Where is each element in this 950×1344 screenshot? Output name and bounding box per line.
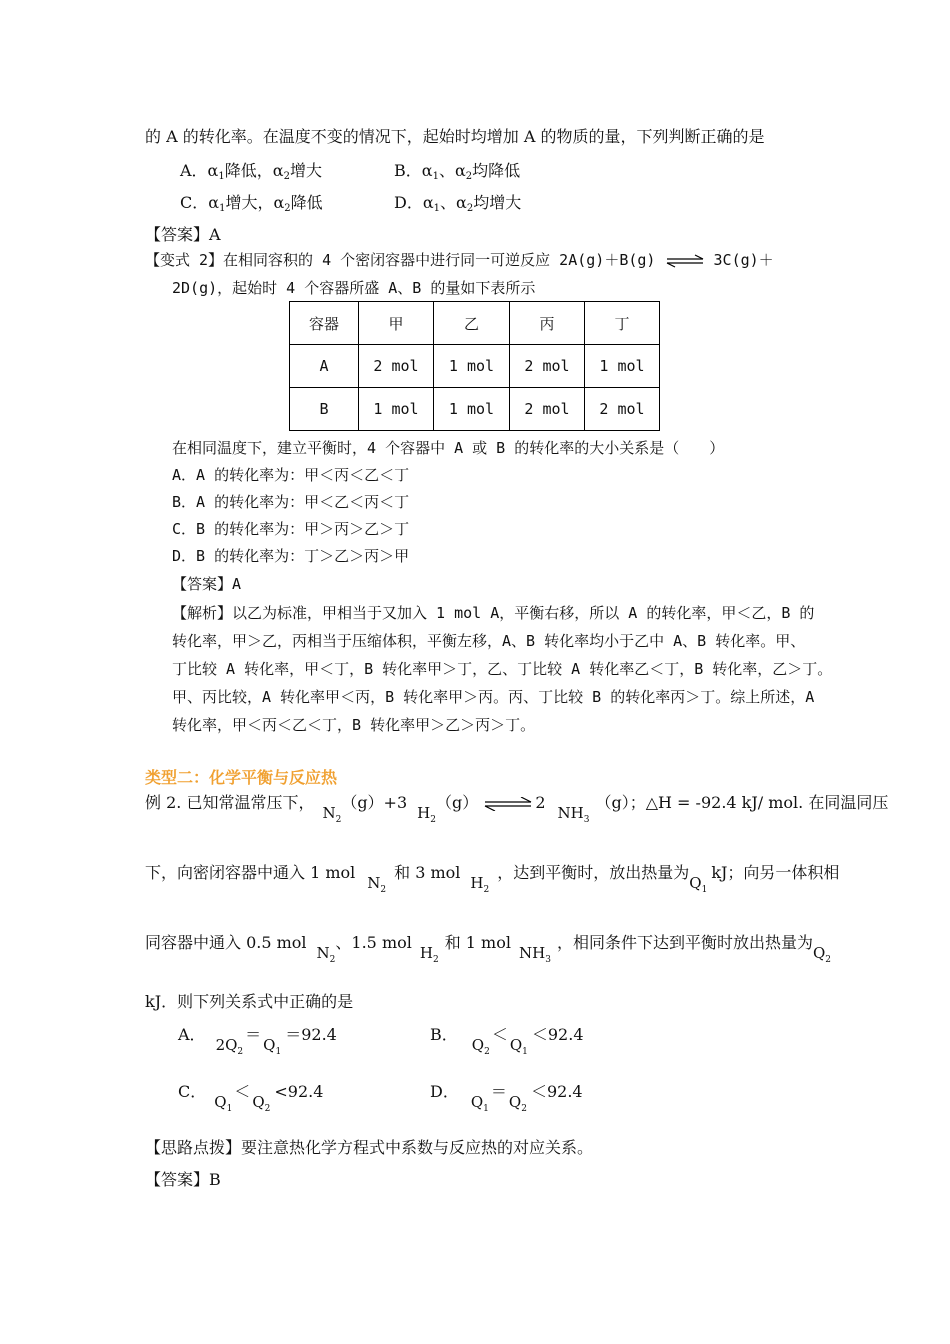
- variant2-option: A．A 的转化率为：甲＜丙＜乙＜丁: [172, 466, 410, 484]
- table-cell: A: [290, 345, 359, 388]
- table-cell: 1 mol: [585, 345, 660, 388]
- thinking-hint: 【思路点拨】要注意热化学方程式中系数与反应热的对应关系。: [145, 1138, 594, 1157]
- table-row: [290, 388, 660, 431]
- table-cell: 2 mol: [510, 345, 585, 388]
- option-a: A．$\alpha_1$降低，$\alpha_2$增大: [180, 161, 322, 182]
- equilibrium-arrow-icon: [665, 254, 705, 268]
- table-header-cell: 甲: [359, 302, 434, 345]
- table-header-cell: 丁: [585, 302, 660, 345]
- example2-option-a: A．$2Q_2=Q_1=92.4$: [178, 1025, 337, 1057]
- table-cell: 1 mol: [434, 345, 510, 388]
- table-cell: 1 mol: [434, 388, 510, 431]
- analysis-line: 甲、丙比较，A 转化率甲＜丙，B 转化率甲＞丙。丙、丁比较 B 的转化率丙＞丁。综上所述，A: [172, 688, 815, 706]
- variant2-option: C．B 的转化率为：甲＞丙＞乙＞丁: [172, 520, 410, 538]
- table-cell: B: [290, 388, 359, 431]
- option-c: C．$\alpha_1$增大，$\alpha_2$降低: [180, 193, 323, 214]
- example2-line4: kJ．则下列关系式中正确的是: [145, 992, 354, 1011]
- container-table: [289, 301, 660, 431]
- answer-3: 【答案】B: [145, 1170, 221, 1189]
- table-cell: 2 mol: [585, 388, 660, 431]
- analysis-line: 转化率，甲＞乙，丙相当于压缩体积，平衡左移，A、B 转化率均小于乙中 A、B 转化率。甲、: [172, 632, 806, 650]
- option-d: D．$\alpha_1$、$\alpha_2$均增大: [394, 193, 522, 214]
- table-header-row: [290, 302, 660, 345]
- variant2-question: 在相同温度下，建立平衡时，4 个容器中 A 或 B 的转化率的大小关系是（ ）: [172, 439, 725, 457]
- example2-option-c: C．$Q_1<Q_2<92.4$: [178, 1082, 324, 1114]
- variant2-option: B．A 的转化率为：甲＜乙＜丙＜丁: [172, 493, 410, 511]
- variant2-line1: 【变式 2】在相同容积的 4 个密闭容器中进行同一可逆反应 2A(g)＋B(g) 3C(g)＋: [145, 251, 774, 269]
- table-header-cell: 容器: [290, 302, 359, 345]
- variant2-option: D．B 的转化率为：丁＞乙＞丙＞甲: [172, 547, 410, 565]
- table-cell: 2 mol: [510, 388, 585, 431]
- variant2-line2: 2D(g)，起始时 4 个容器所盛 A、B 的量如下表所示: [172, 279, 536, 297]
- answer-1: 【答案】A: [145, 225, 221, 244]
- example2-line3: 同容器中通入 0.5 molN$_2$、1.5 molH$_2$和 1 molNH$_3$，相同条件下达到平衡时放出热量为$Q_2$: [145, 933, 831, 965]
- example2-option-b: B．$Q_2<Q_1<92.4$: [430, 1025, 584, 1057]
- option-b: B．$\alpha_1$、$\alpha_2$均降低: [394, 161, 521, 182]
- table-row: [290, 345, 660, 388]
- table-header-cell: 丙: [510, 302, 585, 345]
- table-cell: 1 mol: [359, 388, 434, 431]
- table-cell: 2 mol: [359, 345, 434, 388]
- example2-option-d: D．$Q_1=Q_2<92.4$: [430, 1082, 583, 1114]
- example2-line1: 例 2. 已知常温常压下，$N_2(g)+3H_2(g)$ $2NH_3(g)$；△H = -92.4 kJ/ mol. 在同温同压: [145, 793, 889, 825]
- analysis-line: 【解析】以乙为标准，甲相当于又加入 1 mol A，平衡右移，所以 A 的转化率，甲＜乙，B 的: [172, 604, 815, 622]
- table-header-cell: 乙: [434, 302, 510, 345]
- example2-line2: 下，向密闭容器中通入 1 molN$_2$和 3 molH$_2$，达到平衡时，放出热量为$Q_1kJ$；向另一体积相: [145, 863, 840, 895]
- analysis-line: 丁比较 A 转化率，甲＜丁，B 转化率甲＞丁，乙、丁比较 A 转化率乙＜丁，B 转化率，乙＞丁。: [172, 660, 833, 678]
- question-stem-continuation: 的 A 的转化率。在温度不变的情况下，起始时均增加 A 的物质的量，下列判断正确的是: [145, 127, 765, 146]
- answer-2: 【答案】A: [172, 575, 242, 593]
- section-heading: 类型二：化学平衡与反应热: [145, 768, 338, 787]
- equilibrium-arrow-icon: [483, 797, 533, 811]
- analysis-line: 转化率，甲＜丙＜乙＜丁，B 转化率甲＞乙＞丙＞丁。: [172, 716, 536, 734]
